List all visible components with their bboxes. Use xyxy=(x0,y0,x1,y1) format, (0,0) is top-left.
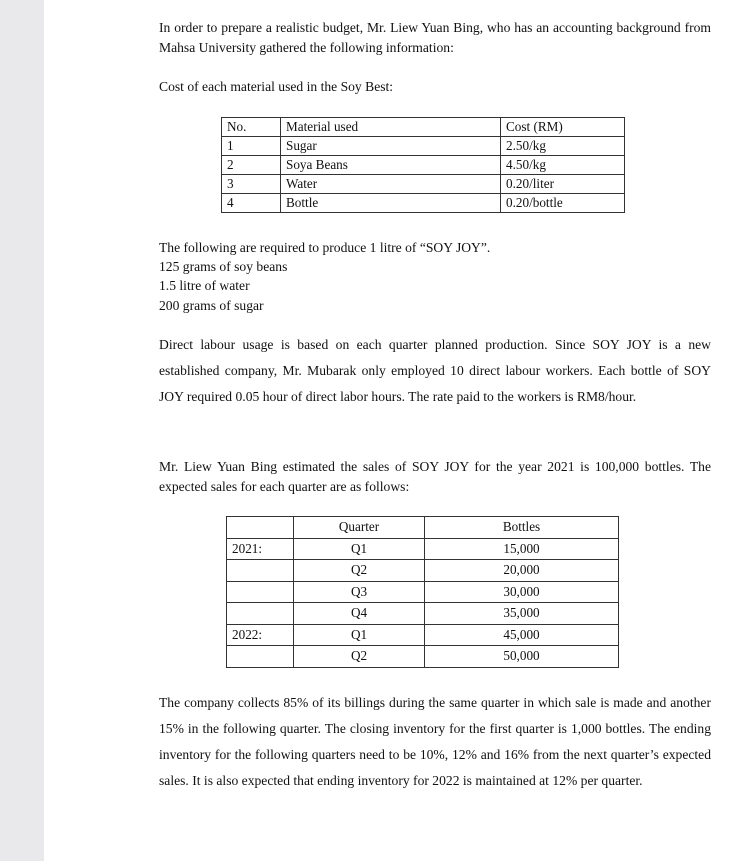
table-row xyxy=(227,646,619,668)
header-quarter: Quarter xyxy=(294,517,425,539)
requirements-heading: The following are required to produce 1 litre of “SOY JOY”. xyxy=(159,240,491,255)
cell-cost: 0.20/bottle xyxy=(501,194,625,213)
cell-quarter: Q1 xyxy=(294,624,425,646)
table-header-row xyxy=(222,118,625,137)
table-row xyxy=(227,538,619,560)
cell-no: 4 xyxy=(222,194,281,213)
cell-bottles: 20,000 xyxy=(425,560,619,582)
sales-intro-paragraph: Mr. Liew Yuan Bing estimated the sales of SOY JOY for the year 2021 is 100,000 bottles. The expected sales for each quarter are as follows: xyxy=(159,459,711,494)
cell-quarter: Q2 xyxy=(294,646,425,668)
requirement-item: 125 grams of soy beans xyxy=(159,259,288,274)
table-row xyxy=(222,137,625,156)
cell-year xyxy=(227,603,294,625)
cell-bottles: 35,000 xyxy=(425,603,619,625)
table-row xyxy=(227,581,619,603)
cell-no: 1 xyxy=(222,137,281,156)
cell-material: Water xyxy=(281,175,501,194)
sales-table xyxy=(226,516,619,668)
cell-cost: 4.50/kg xyxy=(501,156,625,175)
cell-material: Sugar xyxy=(281,137,501,156)
requirement-item: 1.5 litre of water xyxy=(159,278,250,293)
cell-year xyxy=(227,581,294,603)
cell-quarter: Q4 xyxy=(294,603,425,625)
cell-bottles: 15,000 xyxy=(425,538,619,560)
table-row xyxy=(227,624,619,646)
table-header-row xyxy=(227,517,619,539)
table-row xyxy=(227,560,619,582)
cost-heading: Cost of each material used in the Soy Best: xyxy=(159,79,394,94)
cell-cost: 2.50/kg xyxy=(501,137,625,156)
materials-table xyxy=(221,117,625,213)
cell-bottles: 30,000 xyxy=(425,581,619,603)
header-year xyxy=(227,517,294,539)
header-no: No. xyxy=(222,118,281,137)
cell-year xyxy=(227,560,294,582)
cell-bottles: 45,000 xyxy=(425,624,619,646)
cell-year: 2022: xyxy=(227,624,294,646)
cell-cost: 0.20/liter xyxy=(501,175,625,194)
header-cost: Cost (RM) xyxy=(501,118,625,137)
collections-paragraph: The company collects 85% of its billings during the same quarter in which sale is made and another 15% in the following quarter. The closing inventory for the first quarter is 1,000 bottles. The ending inventory for the following quarters need to be 10%, 12% and 16% from the next quarter’s expected sales. It is also expected that ending inventory for 2022 is maintained at 12% per quarter. xyxy=(159,695,711,788)
table-row xyxy=(222,175,625,194)
cell-no: 3 xyxy=(222,175,281,194)
table-row xyxy=(222,156,625,175)
table-row xyxy=(222,194,625,213)
document-page xyxy=(44,0,735,861)
table-row xyxy=(227,603,619,625)
cell-bottles: 50,000 xyxy=(425,646,619,668)
intro-paragraph: In order to prepare a realistic budget, Mr. Liew Yuan Bing, who has an accounting background from Mahsa University gathered the following information: xyxy=(159,20,711,55)
requirement-item: 200 grams of sugar xyxy=(159,298,264,313)
cell-year: 2021: xyxy=(227,538,294,560)
labour-paragraph: Direct labour usage is based on each quarter planned production. Since SOY JOY is a new established company, Mr. Mubarak only employed 10 direct labour workers. Each bottle of SOY JOY required 0.05 hour of direct labor hours. The rate paid to the workers is RM8/hour. xyxy=(159,337,711,404)
header-bottles: Bottles xyxy=(425,517,619,539)
cell-quarter: Q3 xyxy=(294,581,425,603)
cell-material: Soya Beans xyxy=(281,156,501,175)
cell-quarter: Q1 xyxy=(294,538,425,560)
cell-year xyxy=(227,646,294,668)
header-material: Material used xyxy=(281,118,501,137)
cell-no: 2 xyxy=(222,156,281,175)
cell-material: Bottle xyxy=(281,194,501,213)
cell-quarter: Q2 xyxy=(294,560,425,582)
